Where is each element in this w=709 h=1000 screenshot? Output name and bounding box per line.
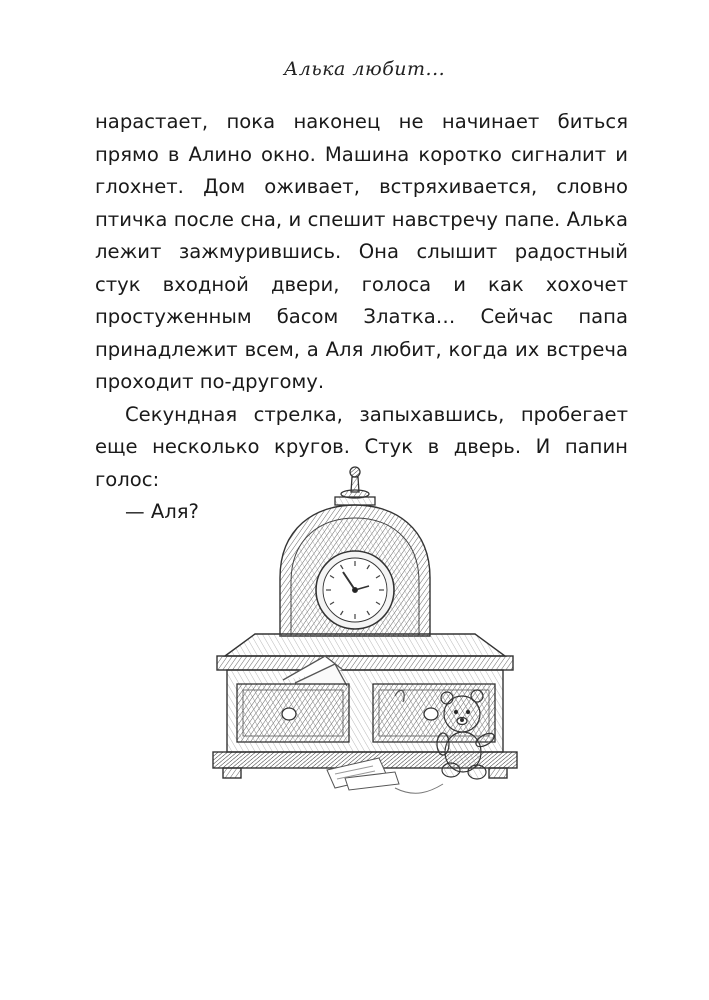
clock-finial xyxy=(335,467,375,505)
running-head: Алька любит... xyxy=(283,58,446,80)
clock-face xyxy=(316,551,394,629)
paragraph-2: Секундная стрелка, запыхавшись, пробегает еще несколько кругов. Стук в дверь. И папин голос: xyxy=(95,402,628,491)
clock-drawing xyxy=(195,458,535,818)
clock-illustration xyxy=(195,458,535,818)
chest-top xyxy=(217,634,513,670)
paragraph-1: нарастает, пока наконец не начинает биться прямо в Алино окно. Машина коротко сигналит и глохнет. Дом оживает, встряхивается, словно птичка после сна, и спешит навстречу папе. Алька лежит зажмурившись. Она слышит радостный стук входной двери, голоса и как хохочет простуженным басом Златка… Сейчас папа принадлежит всем, а Аля любит, когда их встреча проходит по-другому. xyxy=(95,110,628,393)
paragraph-3: — Аля? xyxy=(125,500,199,523)
